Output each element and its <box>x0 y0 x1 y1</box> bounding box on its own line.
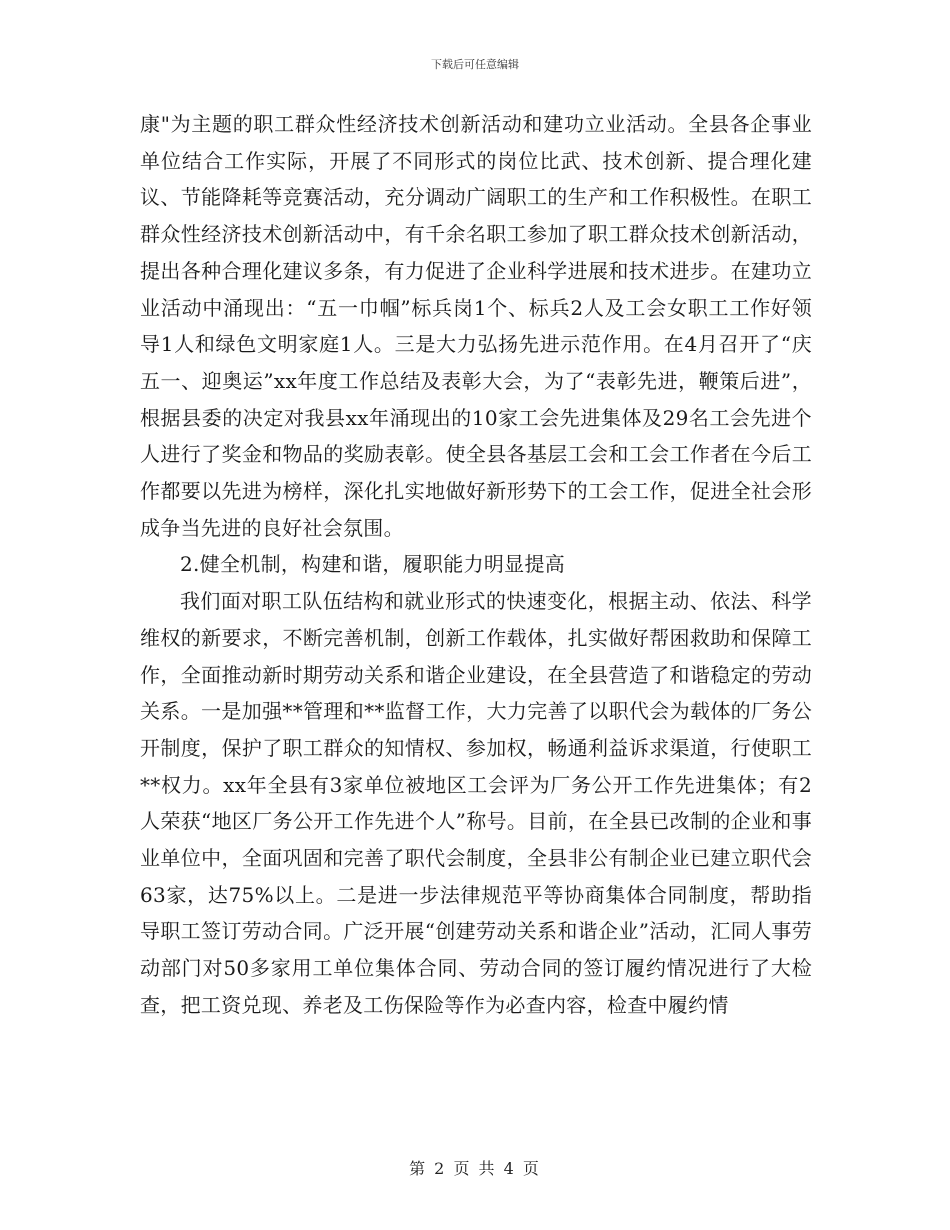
paragraph: 我们面对职工队伍结构和就业形式的快速变化，根据主动、依法、科学维权的新要求，不断完善机制，创新工作载体，扎实做好帮困救助和保障工作，全面推动新时期劳动关系和谐企业建设，在全县营造了和谐稳定的劳动关系。一是加强**管理和**监督工作，大力完善了以职代会为载体的厂务公开制度，保护了职工群众的知情权、参加权，畅通利益诉求渠道，行使职工**权力。xx年全县有3家单位被地区工会评为厂务公开工作先进集体；有2人荣获“地区厂务公开工作先进个人”称号。目前，在全县已改制的企业和事业单位中，全面巩固和完善了职代会制度，全县非公有制企业已建立职代会63家，达75%以上。二是进一步法律规范平等协商集体合同制度，帮助指导职工签订劳动合同。广泛开展“创建劳动关系和谐企业”活动，汇同人事劳动部门对50多家用工单位集体合同、劳动合同的签订履约情况进行了大检查，把工资兑现、养老及工伤保险等作为必查内容，检查中履约情 <box>140 589 812 1017</box>
document-body <box>140 106 812 1024</box>
page-number: 第 2 页 共 4 页 <box>409 1159 541 1178</box>
section-heading: 2.健全机制，构建和谐，履职能力明显提高 <box>180 552 566 577</box>
page-header-note: 下载后可任意编辑 <box>431 58 519 71</box>
paragraph-continued: 康"为主题的职工群众性经济技术创新活动和建功立业活动。全县各企事业单位结合工作实际，开展了不同形式的岗位比武、技术创新、提合理化建议、节能降耗等竞赛活动，充分调动广阔职工的生产和工作积极性。在职工群众性经济技术创新活动中，有千余名职工参加了职工群众技术创新活动，提出各种合理化建议多条，有力促进了企业科学进展和技术进步。在建功立业活动中涌现出：“五一巾帼”标兵岗1个、标兵2人及工会女职工工作好领导1人和绿色文明家庭1人。三是大力弘扬先进示范作用。在4月召开了“庆五一、迎奥运”xx年度工作总结及表彰大会，为了“表彰先进，鞭策后进”，根据县委的决定对我县xx年涌现出的10家工会先进集体及29名工会先进个人进行了奖金和物品的奖励表彰。使全县各基层工会和工会工作者在今后工作都要以先进为榜样，深化扎实地做好新形势下的工会工作，促进全社会形成争当先进的良好社会氛围。 <box>140 112 812 540</box>
